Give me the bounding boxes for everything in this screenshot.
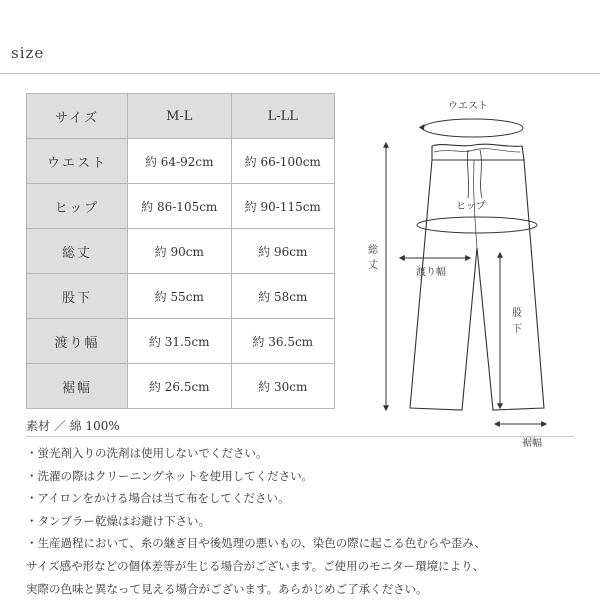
note-line: ・蛍光剤入りの洗剤は使用しないでください。	[26, 446, 268, 460]
cell-m-l: 約 86-105cm	[128, 184, 232, 229]
note-line: ・タンブラー乾燥はお避け下さい。	[26, 513, 210, 528]
note-line: 実際の色味と異なって見える場合がございます。あらかじめご了承ください。	[26, 581, 428, 596]
table-row	[27, 184, 335, 229]
table-row	[27, 319, 335, 364]
table-row	[27, 139, 335, 184]
row-label: 股下	[27, 274, 128, 319]
table-row	[27, 364, 335, 409]
hem-width-label: 裾幅	[522, 438, 542, 449]
cell-l-ll: 約 90-115cm	[231, 184, 335, 229]
cell-l-ll: 約 96cm	[231, 229, 335, 274]
inseam-label-2: 下	[512, 324, 522, 335]
row-label: 総丈	[27, 229, 128, 274]
table-row	[27, 274, 335, 319]
page-title: size	[11, 44, 45, 62]
title-divider	[0, 73, 600, 74]
cell-l-ll: 約 58cm	[231, 274, 335, 319]
size-table	[26, 93, 335, 409]
header-size: サイズ	[27, 94, 128, 139]
care-notes	[26, 442, 486, 600]
row-label: 裾幅	[27, 364, 128, 409]
hip-label: ヒップ	[456, 201, 486, 212]
table-header-row	[27, 94, 335, 139]
cell-m-l: 約 90cm	[128, 229, 232, 274]
waist-label: ウエスト	[448, 101, 488, 112]
cell-m-l: 約 55cm	[128, 274, 232, 319]
table-row	[27, 229, 335, 274]
row-label: ウエスト	[27, 139, 128, 184]
note-line: ・生産過程において、糸の継ぎ目や後処理の悪いもの、染色の際に起こる色むらや歪み、	[26, 536, 486, 551]
header-m-l: M-L	[128, 94, 232, 139]
inseam-label-1: 股	[512, 308, 522, 319]
row-label: ヒップ	[27, 184, 128, 229]
thigh-width-label: 渡り幅	[416, 267, 446, 278]
hip-measure-ellipse	[417, 217, 537, 233]
material-divider	[26, 436, 574, 437]
header-l-ll: L-LL	[231, 94, 335, 139]
cell-m-l: 約 26.5cm	[128, 364, 232, 409]
cell-l-ll: 約 30cm	[231, 364, 335, 409]
cell-m-l: 約 31.5cm	[128, 319, 232, 364]
row-label: 渡り幅	[27, 319, 128, 364]
note-line: サイズ感や形などの個体差等が生じる場合がございます。ご使用のモニター環境により、	[26, 558, 485, 573]
cell-l-ll: 約 36.5cm	[231, 319, 335, 364]
waist-measure-ellipse	[423, 119, 523, 137]
pants-measurement-diagram	[350, 88, 590, 458]
note-line: ・アイロンをかける場合は当て布をしてください。	[26, 491, 290, 506]
total-length-label-2: 丈	[368, 260, 378, 271]
cell-m-l: 約 64-92cm	[128, 139, 232, 184]
total-length-label-1: 総	[368, 245, 378, 256]
note-line: ・洗濯の際はクリーニングネットを使用してください。	[26, 468, 314, 483]
material-text: 素材 ／ 綿 100%	[26, 419, 120, 433]
cell-l-ll: 約 66-100cm	[231, 139, 335, 184]
